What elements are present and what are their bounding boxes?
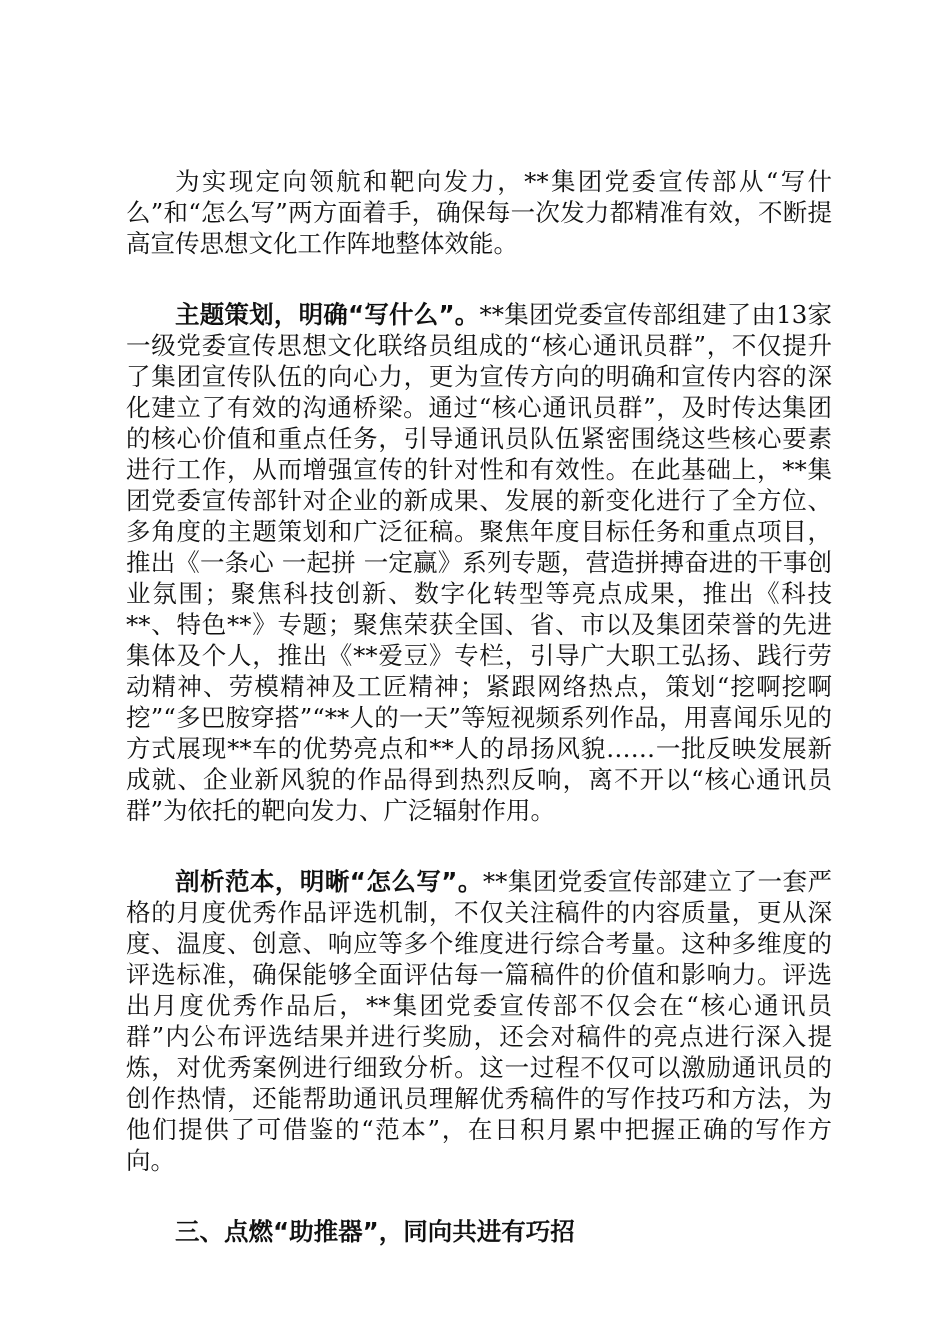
section-three-heading: 三、点燃“助推器”，同向共进有巧招 bbox=[175, 1217, 575, 1246]
section-model-analysis-body: **集团党委宣传部建立了一套严格的月度优秀作品评选机制，不仅关注稿件的内容质量，更从深度、温度、创意、响应等多个维度进行综合考量。这种多维度的评选标准，确保能够全面评估每一篇稿件的价值和影响力。评选出月度优秀作品后，**集团党委宣传部不仅会在“核心通讯员群”内公布评选结果并进行奖励，还会对稿件的亮点进行深入提炼，对优秀案例进行细致分析。这一过程不仅可以激励通讯员的创作热情，还能帮助通讯员理解优秀稿件的写作技巧和方法，为他们提供了可借鉴的“范本”，在日积月累中把握正确的写作方向。 bbox=[126, 867, 833, 1175]
section-theme-planning-paragraph bbox=[126, 299, 832, 826]
document-page bbox=[126, 166, 832, 1247]
section-model-analysis-lead: 剖析范本，明晰“怎么写”。 bbox=[175, 867, 483, 896]
section-theme-planning-body: **集团党委宣传部组建了由13家一级党委宣传思想文化联络员组成的“核心通讯员群”，不仅提升了集团宣传队伍的向心力，更为宣传方向的明确和宣传内容的深化建立了有效的沟通桥梁。通过“核心通讯员群”，及时传达集团的核心价值和重点任务，引导通讯员队伍紧密围绕这些核心要素进行工作，从而增强宣传的针对性和有效性。在此基础上，**集团党委宣传部针对企业的新成果、发展的新变化进行了全方位、多角度的主题策划和广泛征稿。聚焦年度目标任务和重点项目，推出《一条心 一起拼 一定赢》系列专题，营造拼搏奋进的干事创业氛围；聚焦科技创新、数字化转型等亮点成果，推出《科技**、特色**》专题；聚焦荣获全国、省、市以及集团荣誉的先进集体及个人，推出《**爱豆》专栏，引导广大职工弘扬、践行劳动精神、劳模精神及工匠精神；紧跟网络热点，策划“挖啊挖啊挖”“多巴胺穿搭”“**人的一天”等短视频系列作品，用喜闻乐见的方式展现**车的优势亮点和**人的昂扬风貌……一批反映发展新成就、企业新风貌的作品得到热烈反响，离不开以“核心通讯员群”为依托的靶向发力、广泛辐射作用。 bbox=[126, 300, 832, 825]
section-model-analysis-paragraph bbox=[126, 866, 832, 1176]
intro-paragraph: 为实现定向领航和靶向发力，**集团党委宣传部从“写什么”和“怎么写”两方面着手，确保每一次发力都精准有效，不断提高宣传思想文化工作阵地整体效能。 bbox=[126, 167, 832, 258]
section-theme-planning-lead: 主题策划，明确“写什么”。 bbox=[175, 300, 480, 329]
